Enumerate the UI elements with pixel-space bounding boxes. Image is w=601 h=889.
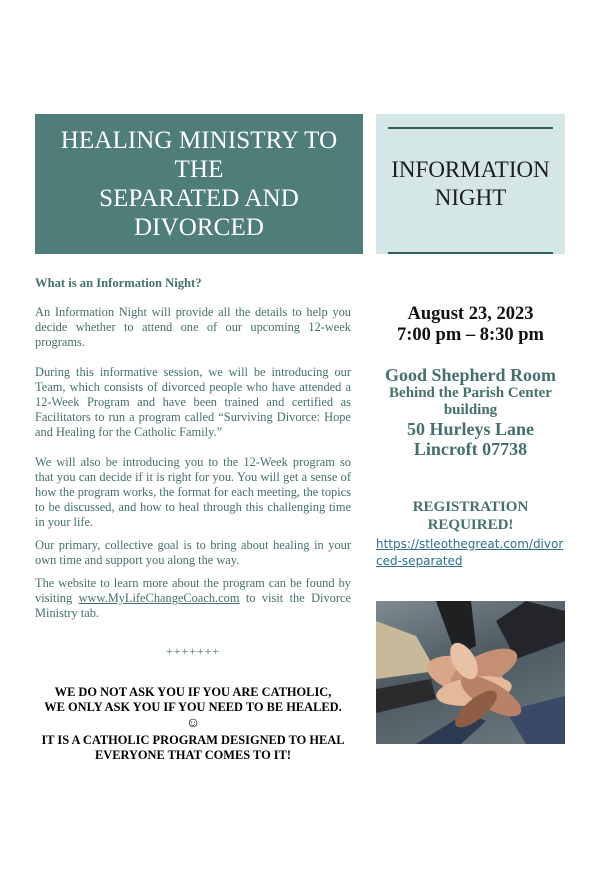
separator: +++++++	[165, 644, 221, 658]
hands-together-illustration	[376, 601, 565, 744]
smiley-icon: ☺	[185, 716, 201, 731]
event-time: 7:00 pm – 8:30 pm	[397, 325, 544, 345]
venue-sub-2: building	[443, 402, 498, 418]
venue-name: Good Shepherd Room	[384, 365, 557, 385]
notice-catholic: WE DO NOT ASK YOU IF YOU ARE CATHOLIC, WE ONLY ASK YOU IF YOU NEED TO BE HEALED. ☺	[22, 685, 364, 733]
paragraph-goal: Our primary, collective goal is to bring about healing in your own time and support you along the way.	[35, 538, 351, 567]
event-date: August 23, 2023	[407, 304, 534, 324]
notice-heal: IT IS A CATHOLIC PROGRAM DESIGNED TO HEAL EVERYONE THAT COMES TO IT!	[41, 733, 345, 762]
title-banner	[35, 114, 363, 254]
sleeve-tan	[376, 621, 436, 679]
paragraph-website: The website to learn more about the program can be found by visiting www.MyLifeChangeCoach.com to visit the Divorce Ministry tab.	[35, 576, 351, 620]
bottom-rule	[388, 252, 553, 254]
paragraph-intro: An Information Night will provide all the details to help you decide whether to attend one of our upcoming 12-week programs.	[35, 305, 351, 349]
registration-link[interactable]: https://stleothegreat.com/divorced-separated	[376, 537, 564, 568]
section-heading: What is an Information Night?	[35, 276, 202, 290]
venue-street: 50 Hurleys Lane	[406, 419, 534, 439]
ministry-title: HEALING MINISTRY TO THE SEPARATED AND DIVORCED	[60, 127, 338, 241]
hands-together-image	[376, 601, 565, 744]
website-link[interactable]: www.MyLifeChangeCoach.com	[78, 591, 240, 605]
paragraph-team: During this informative session, we will be introducing our Team, which consists of divorced people who have attended a 12-Week Program and have been trained and certified as Facilitators to run a program called “Surviving Divorce: Hope and Healing for the Catholic Family.”	[35, 365, 351, 439]
description-column	[35, 276, 351, 621]
venue-sub-1: Behind the Parish Center	[389, 385, 552, 401]
registration-notice: REGISTRATION REQUIRED!	[412, 499, 529, 533]
paragraph-program: We will also be introducing you to the 12-Week program so that you can decide if it is right for you. You will get a sense of how the program works, the format for each meeting, the topics to be discussed, and how to heal through this challenging time in your life.	[35, 455, 351, 529]
info-night-title: INFORMATION NIGHT	[391, 157, 550, 210]
top-rule	[388, 127, 553, 129]
event-datetime	[376, 304, 565, 346]
sleeve-dark	[376, 679, 436, 713]
info-night-banner	[376, 114, 565, 254]
venue-city: Lincroft 07738	[413, 439, 528, 459]
venue-block	[376, 366, 565, 459]
